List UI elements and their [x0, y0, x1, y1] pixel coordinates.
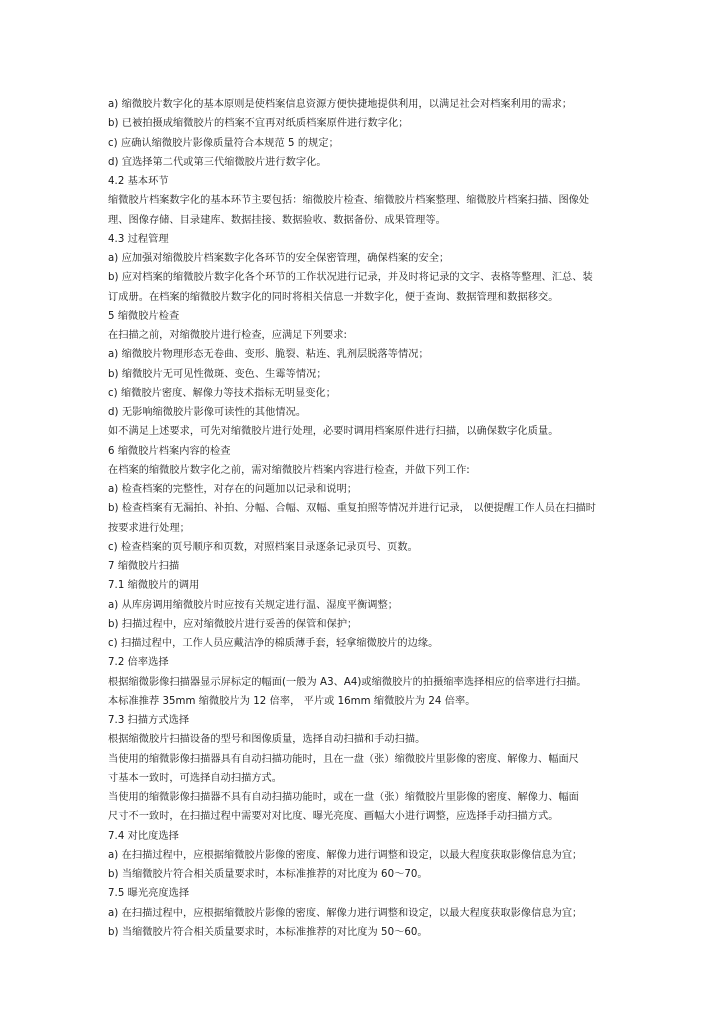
text-line-mode-5: 尺寸不一致时，在扫描过程中需要对对比度、曝光亮度、画幅大小进行调整，应选择手动扫描方式。 — [108, 811, 559, 823]
section-heading-5: 5 缩微胶片检查 — [108, 310, 180, 322]
section-heading-6: 6 缩微胶片档案内容的检查 — [108, 445, 231, 457]
text-line-retrieve-c: c) 扫描过程中，工作人员应戴洁净的棉质薄手套，轻拿缩微胶片的边缘。 — [108, 638, 439, 649]
text-line-principle-c: c) 应确认缩微胶片影像质量符合本规范 5 的规定； — [108, 137, 339, 149]
text-line-retrieve-a: a) 从库房调用缩微胶片时应按有关规定进行温、湿度平衡调整； — [108, 599, 399, 611]
text-line-check-c: c) 缩微胶片密度、解像力等技术指标无明显变化； — [108, 387, 336, 399]
text-line-exposure-a: a) 在扫描过程中，应根据缩微胶片影像的密度、解像力进行调整和设定，以最大程度获取影像信息为宜； — [108, 907, 583, 919]
text-line-ratio-1: 根据缩微影像扫描器显示屏标定的幅面(一般为 A3、A4)或缩微胶片的拍摄缩率选择相应的倍率进行扫描。 — [108, 676, 587, 688]
section-heading-7-4: 7.4 对比度选择 — [108, 830, 179, 842]
text-line-principle-d: d) 宜选择第二代或第三代缩微胶片进行数字化。 — [108, 156, 327, 168]
section-heading-7-3: 7.3 扫描方式选择 — [108, 715, 190, 726]
text-line-retrieve-b: b) 扫描过程中，应对缩微胶片进行妥善的保管和保护； — [108, 618, 358, 630]
document-body — [108, 95, 618, 942]
section-heading-7-1: 7.1 缩微胶片的调用 — [108, 580, 200, 592]
text-line-content-c: c) 检查档案的页号顺序和页数，对照档案目录逐条记录页号、页数。 — [108, 541, 418, 553]
text-line-check-b: b) 缩微胶片无可见性微斑、变色、生霉等情况； — [108, 368, 327, 380]
text-line-contrast-a: a) 在扫描过程中，应根据缩微胶片影像的密度、解像力进行调整和设定，以最大程度获取影像信息为宜； — [108, 849, 583, 861]
section-heading-7-5: 7.5 曝光亮度选择 — [108, 888, 190, 900]
text-line-basic-steps-1: 缩微胶片档案数字化的基本环节主要包括：缩微胶片检查、缩微胶片档案整理、缩微胶片档案扫描、图像处 — [108, 195, 590, 207]
text-line-process-b-1: b) 应对档案的缩微胶片数字化各个环节的工作状况进行记录，并及时将记录的文字、表格等整理、汇总、装 — [108, 272, 593, 284]
text-line-mode-4: 当使用的缩微影像扫描器不具有自动扫描功能时，或在一盘（张）缩微胶片里影像的密度、解像力、幅面 — [108, 792, 579, 803]
section-heading-4-2: 4.2 基本环节 — [108, 176, 169, 187]
text-line-basic-steps-2: 理、图像存储、目录建库、数据挂接、数据验收、数据备份、成果管理等。 — [108, 214, 446, 226]
text-line-check-a: a) 缩微胶片物理形态无卷曲、变形、脆裂、粘连、乳剂层脱落等情况； — [108, 349, 429, 361]
text-line-contrast-b: b) 当缩微胶片符合相关质量要求时，本标准推荐的对比度为 60～70。 — [108, 869, 428, 880]
text-line-ratio-2: 本标准推荐 35mm 缩微胶片为 12 倍率， 平片或 16mm 缩微胶片为 24 倍率。 — [108, 695, 476, 707]
text-line-exposure-b: b) 当缩微胶片符合相关质量要求时，本标准推荐的对比度为 50～60。 — [108, 926, 428, 938]
text-line-mode-1: 根据缩微胶片扫描设备的型号和图像质量，选择自动扫描和手动扫描。 — [108, 734, 426, 746]
section-heading-4-3: 4.3 过程管理 — [108, 233, 169, 245]
text-line-principle-a: a) 缩微胶片数字化的基本原则是使档案信息资源方便快捷地提供利用，以满足社会对档案利用的需求； — [108, 99, 573, 110]
text-line-mode-3: 寸基本一致时，可选择自动扫描方式。 — [108, 772, 283, 784]
text-line-principle-b: b) 已被拍摄成缩微胶片的档案不宜再对纸质档案原件进行数字化； — [108, 118, 409, 130]
text-line-content-b-2: 按要求进行处理； — [108, 522, 190, 534]
text-line-check-intro: 在扫描之前，对缩微胶片进行检查，应满足下列要求: — [108, 330, 347, 341]
text-line-content-b-1: b) 检查档案有无漏拍、补拍、分幅、合幅、双幅、重复拍照等情况并进行记录， 以便提醒工作人员在扫描时 — [108, 503, 597, 515]
text-line-check-d: d) 无影响缩微胶片影像可读性的其他情况。 — [108, 407, 307, 418]
section-heading-7: 7 缩微胶片扫描 — [108, 561, 180, 572]
text-line-content-a: a) 检查档案的完整性，对存在的问题加以记录和说明； — [108, 484, 358, 495]
text-line-process-a: a) 应加强对缩微胶片档案数字化各环节的安全保密管理，确保档案的安全； — [108, 253, 450, 264]
section-heading-7-2: 7.2 倍率选择 — [108, 657, 169, 669]
text-line-content-intro: 在档案的缩微胶片数字化之前，需对缩微胶片档案内容进行检查，并做下列工作: — [108, 464, 470, 476]
text-line-process-b-2: 订成册。在档案的缩微胶片数字化的同时将相关信息一并数字化，便于查询、数据管理和数据移交。 — [108, 291, 559, 303]
text-line-check-note: 如不满足上述要求，可先对缩微胶片进行处理，必要时调用档案原件进行扫描，以确保数字化质量。 — [108, 426, 559, 438]
text-line-mode-2: 当使用的缩微影像扫描器具有自动扫描功能时，且在一盘（张）缩微胶片里影像的密度、解像力、幅面尺 — [108, 753, 579, 765]
